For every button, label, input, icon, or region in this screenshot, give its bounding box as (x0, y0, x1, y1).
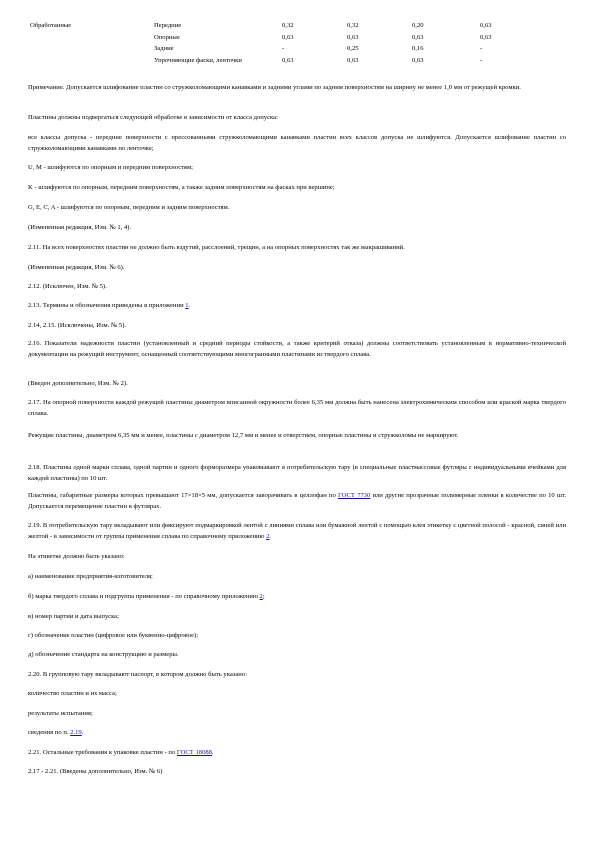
amendment-note: (Измененная редакция, Изм. № 6). (28, 264, 125, 271)
clause-2-21 (28, 747, 566, 758)
clause-text: ; (262, 593, 265, 600)
body-paragraph: Режущие пластины, диаметром 6,35 мм и менее, пластины с диаметром 12,7 мм и менее и отверстием, опорные пластины и стружколомы не маркируют. (28, 432, 459, 439)
table-cell (30, 55, 154, 67)
table-cell: 0,63 (480, 22, 492, 29)
table-cell: - (480, 56, 483, 64)
body-paragraph: U, M - шлифуются по опорным и передним поверхностям; (28, 164, 193, 171)
appendix-1-link[interactable]: 1 (185, 302, 189, 309)
clause-text: . (211, 749, 214, 756)
clause-text: . (81, 729, 84, 736)
table-cell: 0,63 (412, 33, 424, 41)
clause-text: . (269, 533, 272, 540)
body-paragraph: G, E, C, A - шлифуются по опорным, передним и задним поверхностям. (28, 204, 230, 211)
list-item: количество пластин и их масса; (28, 690, 117, 697)
amendment-note: (Введен дополнительно, Изм. № 2). (28, 380, 128, 387)
table-cell: 0,63 (282, 56, 294, 64)
clause-2-19-link[interactable]: 2.19 (70, 729, 82, 736)
table-cell: - (480, 45, 483, 52)
gost-7730-link[interactable]: ГОСТ 7730 (337, 492, 371, 499)
list-item: в) номер партии и дата выпуска; (28, 613, 119, 620)
list-item: результаты испытания; (28, 710, 93, 717)
table-cell: 0,63 (282, 33, 294, 41)
table-cell: 0,32 (347, 22, 359, 29)
table-cell: 0,25 (347, 45, 359, 52)
body-paragraph: все классы допуска - передние поверхности с прессованными стружколомающими канавками пластин всех классов допуска не шлифуются. Допускается шлифование пластин со стружколомающими канавками по ленточке; (28, 134, 566, 152)
list-item: д) обозначение стандарта на конструкцию и размеры. (28, 651, 179, 658)
clause-text: сведения по п. (28, 729, 71, 736)
table-cell: Опорные (154, 33, 180, 41)
clause-text: 2.21. Остальные требования к упаковке пластин - по (28, 749, 177, 756)
note-paragraph: Примечание. Допускается шлифование пластин со стружколомающими канавками и задними углами по задним поверхностям на ширину не менее 1,0 мм от режущей кромки. (28, 84, 521, 91)
clause-text: 2.13. Термины и обозначения приведены в приложении (28, 302, 186, 309)
appendix-2-link[interactable]: 2 (259, 593, 263, 600)
table-cell: 0,63 (347, 56, 359, 64)
table-cell: Передние (154, 22, 182, 29)
body-paragraph: K - шлифуются по опорным, передним поверхностям, а также задним поверхностям на фасках при вершине; (28, 184, 335, 191)
table-cell: - (282, 45, 285, 52)
amendment-note: (Измененная редакция, Изм. № 1, 4). (28, 224, 132, 231)
table-cell (30, 43, 154, 55)
table-row (30, 32, 510, 44)
table-cell: 0,32 (282, 22, 294, 29)
table-cell: 0,20 (412, 22, 424, 29)
table-row (30, 55, 510, 67)
table-row (30, 20, 510, 32)
clause-2-18: 2.18. Пластины одной марки сплава, одной партии и одного форморазмера упаковывают в потребительскую тару (в специальные пластмассовые футляры с индивидуальными ячейками для каждой пластины) по 10 шт. (28, 464, 566, 482)
table-cell (30, 32, 154, 44)
clause-text: 2.19. В потребительскую тару вкладывают или фиксируют подмаркировкой лентой с линиями сплава или бумажной лентой с помощью клея этикетку с цветной полосой - красной, синей или желтой - в зависимости от группы применения сплава по справочному приложению (28, 522, 566, 540)
clause-2-13 (28, 300, 566, 311)
clause-2-19 (28, 520, 566, 542)
table-cell: 0,63 (480, 33, 492, 41)
clause-2-11: 2.11. На всех поверхностях пластин не должно быть вздутий, расслоений, трещин, а на опорных поверхностях так же выкрашиваний. (28, 244, 405, 251)
clause-2-17: 2.17. На опорной поверхности каждой режущей пластины диаметром вписанной окружности более 6,35 мм должна быть нанесена электрохимическим способом или краской марка твердого сплава. (28, 399, 566, 417)
table-cell: 0,63 (412, 56, 424, 64)
table-cell: 0,63 (347, 33, 359, 41)
clause-2-16: 2.16. Показатели надежности пластин (установленный и средний периоды стойкости, а также критерий отказа) должны соответствовать установленным в нормативно-технической документации на режущий инструмент, оснащенный соответствующими многогранными пластинами из твердого сплава. (28, 340, 566, 358)
gost-18088-link[interactable]: ГОСТ 18088 (176, 749, 212, 756)
appendix-2-link[interactable]: 2 (266, 533, 270, 540)
list-item (28, 591, 566, 602)
list-item (28, 727, 566, 738)
table-cell: 0,16 (412, 45, 424, 52)
body-paragraph: На этикетке должно быть указано: (28, 553, 125, 560)
clause-text: б) марка твердого сплава и подгруппа применения - по справочному приложению (28, 593, 260, 600)
table-cell: Упрочняющие фаски, ленточки (154, 56, 242, 64)
clause-2-20: 2.20. В групповую тару вкладывают паспорт, в котором должно быть указано: (28, 671, 247, 678)
clause-text: . (188, 302, 191, 309)
list-item: а) наименование предприятия-изготовителя; (28, 573, 153, 580)
table-cell: Обработанные (30, 22, 72, 29)
clause-text: Пластины, габаритные размеры которых превышают 17×18×5 мм, допускается заворачивать в целлофан по (28, 492, 338, 499)
table-row (30, 43, 510, 55)
list-item: г) обозначение пластин (цифровое или буквенно-цифровое); (28, 632, 199, 639)
roughness-table (30, 20, 510, 66)
table-cell: Задние (154, 45, 174, 52)
amendment-note: 2.17 - 2.21. (Введены дополнительно, Изм. № 6) (28, 768, 163, 775)
clause-2-12: 2.12. (Исключен, Изм. № 5). (28, 283, 107, 290)
clause-2-14-2-15: 2.14, 2.15. (Исключены, Изм. № 5). (28, 322, 127, 329)
body-paragraph: Пластины должны подвергаться следующей обработке в зависимости от класса допуска: (28, 114, 278, 121)
body-paragraph (28, 490, 566, 512)
clause-text: или другие прозрачные полимерные пленки в количестве по 10 шт. Допускается перемещение пластин в футлярах. (28, 492, 566, 510)
